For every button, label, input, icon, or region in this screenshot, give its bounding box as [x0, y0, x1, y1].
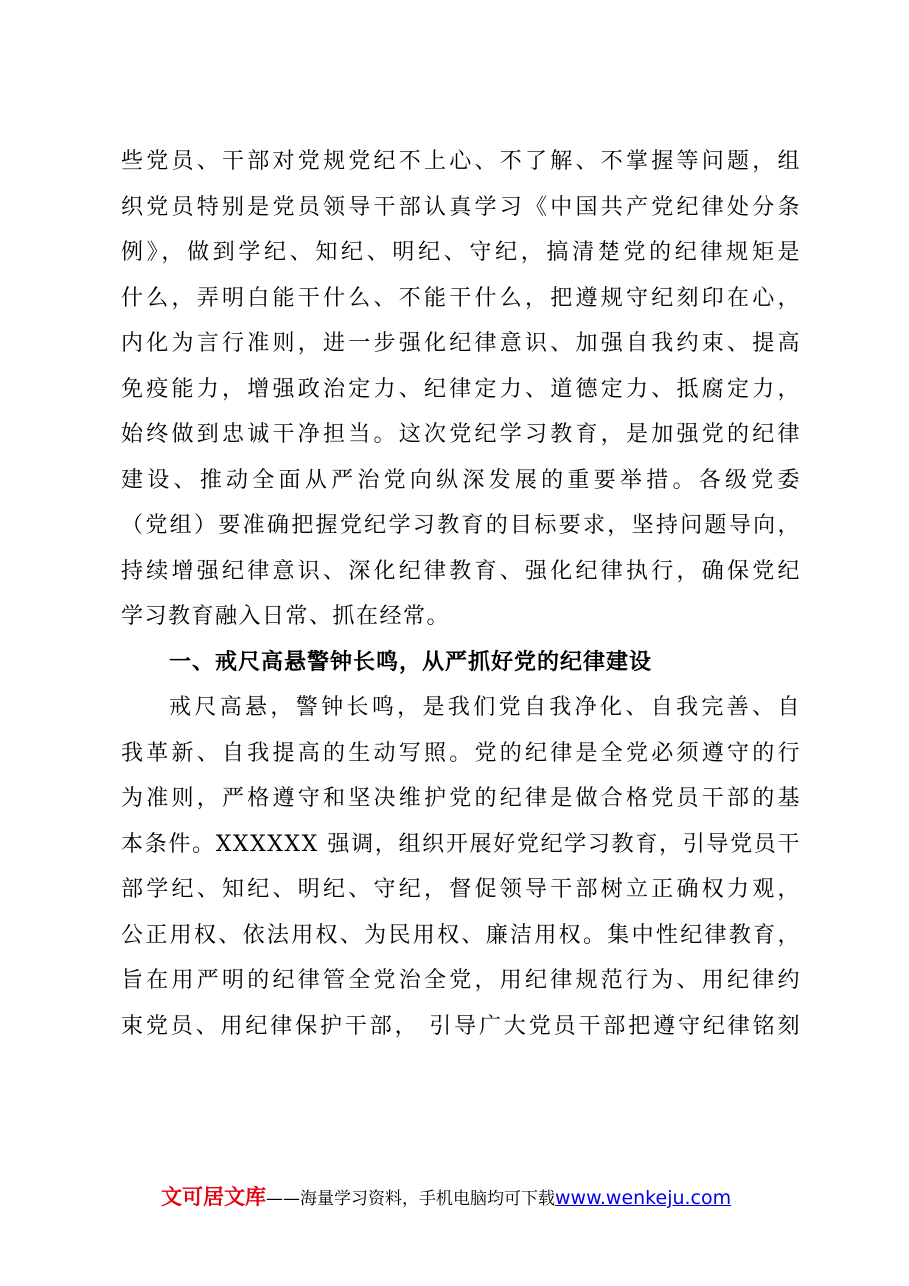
body-line: 戒尺高悬，警钟长鸣，是我们党自我净化、自我完善、自 — [169, 695, 801, 720]
body-line: 本条件。XXXXXX 强调，组织开展好党纪学习教育，引导党员干 — [121, 831, 801, 857]
footer-banner — [161, 1183, 731, 1211]
body-line: 建设、推动全面从严治党向纵深发展的重要举措。各级党委 — [121, 467, 801, 493]
body-line: 公正用权、依法用权、为民用权、廉洁用权。集中性纪律教育， — [121, 922, 801, 948]
body-line: 旨在用严明的纪律管全党治全党，用纪律规范行为、用纪律约 — [121, 968, 801, 993]
body-line: 些党员、干部对党规党纪不上心、不了解、不掌握等问题，组 — [121, 149, 801, 174]
body-line: （党组）要准确把握党纪学习教育的目标要求，坚持问题导向， — [121, 513, 801, 538]
body-line: 持续增强纪律意识、深化纪律教育、强化纪律执行，确保党纪 — [121, 558, 801, 584]
body-line: 始终做到忠诚干净担当。这次党纪学习教育，是加强党的纪律 — [121, 422, 801, 447]
body-line: 什么，弄明白能干什么、不能干什么，把遵规守纪刻印在心， — [121, 285, 801, 311]
section-heading: 一、戒尺高悬警钟长鸣，从严抓好党的纪律建设 — [169, 649, 653, 675]
body-line: 内化为言行准则，进一步强化纪律意识、加强自我约束、提高 — [121, 331, 801, 356]
footer-tagline: ——海量学习资料，手机电脑均可下载 — [266, 1189, 555, 1209]
body-line: 例》，做到学纪、知纪、明纪、守纪，搞清楚党的纪律规矩是 — [121, 240, 801, 265]
body-line: 织党员特别是党员领导干部认真学习《中国共产党纪律处分条 — [121, 194, 801, 220]
body-line: 我革新、自我提高的生动写照。党的纪律是全党必须遵守的行 — [121, 740, 801, 766]
footer-url-link[interactable]: www.wenkeju.com — [555, 1187, 732, 1209]
body-line: 为准则，严格遵守和坚决维护党的纪律是做合格党员干部的基 — [121, 786, 801, 811]
footer-brand: 文可居文库 — [161, 1185, 266, 1209]
body-line: 部学纪、知纪、明纪、守纪，督促领导干部树立正确权力观， — [121, 877, 801, 902]
document-body — [121, 139, 801, 1049]
body-line: 免疫能力，增强政治定力、纪律定力、道德定力、抵腐定力， — [121, 376, 801, 402]
body-line: 束党员、用纪律保护干部， 引导广大党员干部把遵守纪律铭刻 — [121, 1013, 801, 1039]
body-line: 学习教育融入日常、抓在经常。 — [121, 604, 451, 629]
